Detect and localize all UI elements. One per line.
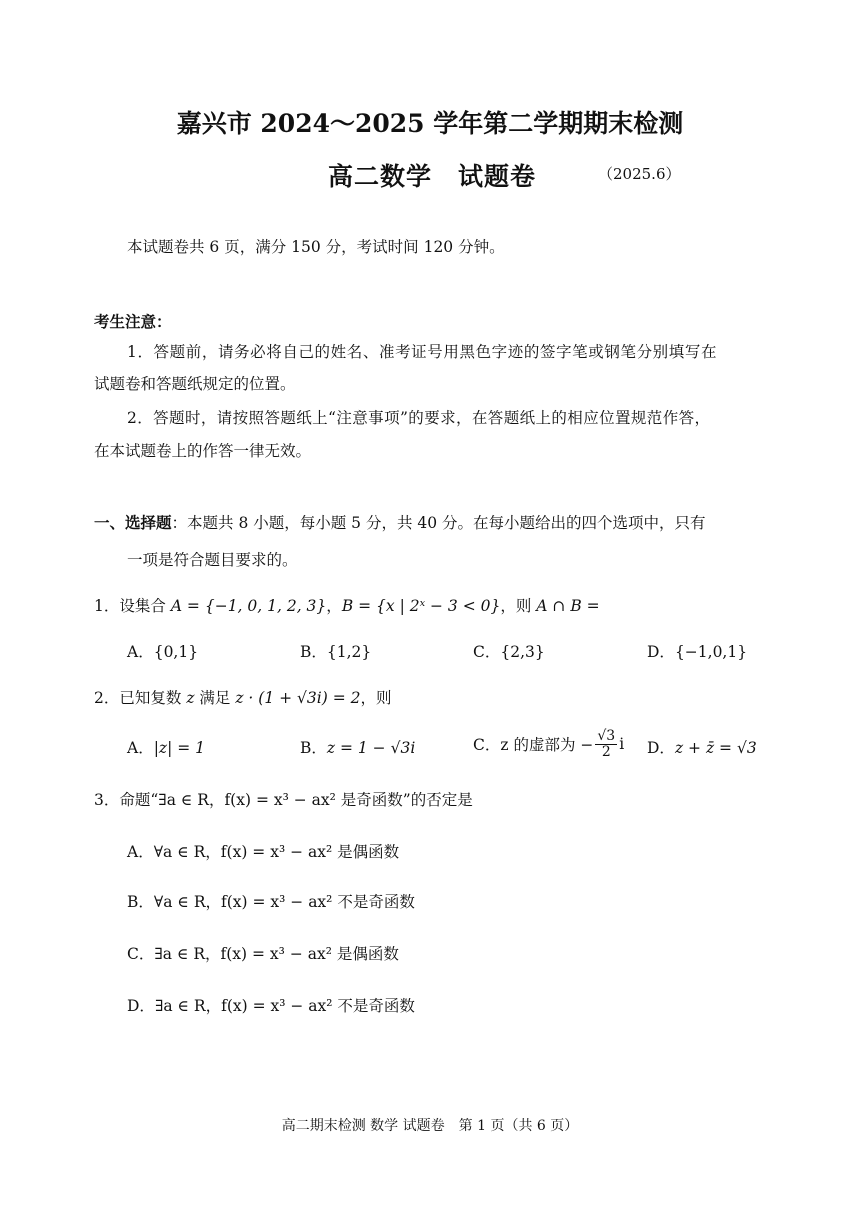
section-heading — [94, 511, 706, 533]
option-label: C． — [127, 945, 155, 963]
option-label: B． — [300, 739, 327, 757]
stem-text: 满足 — [194, 689, 236, 707]
option-label: D． — [127, 997, 155, 1015]
option-label: D． — [647, 643, 675, 661]
option-value: {−1,0,1} — [674, 643, 748, 661]
math-expression: A = {−1, 0, 1, 2, 3} — [170, 597, 327, 615]
notice-item-1-line-1: 1．答题前，请务必将自己的姓名、准考证号用黑色字迹的签字笔或钢笔分别填写在 — [127, 343, 718, 361]
stem-text: ，则 — [500, 597, 537, 615]
question-3-option-c — [127, 942, 399, 964]
section-desc-line-1: ：本题共 8 小题，每小题 5 分，共 40 分。在每小题给出的四个选项中，只有 — [171, 514, 706, 532]
option-value: {2,3} — [500, 643, 545, 661]
question-1-option-d — [647, 640, 747, 662]
page-footer: 高二期末检测 数学 试题卷 第 1 页（共 6 页） — [281, 1118, 579, 1134]
subtitle-row — [0, 157, 860, 191]
option-label: A． — [127, 739, 154, 757]
option-label: A． — [127, 643, 154, 661]
stem-text: 已知复数 — [119, 689, 187, 707]
option-value: {1,2} — [326, 643, 372, 661]
question-number: 2． — [94, 689, 120, 707]
question-2-option-c — [473, 722, 624, 766]
option-value: {0,1} — [153, 643, 199, 661]
notice-heading: 考生注意： — [94, 312, 172, 331]
notice-item-2-line-1: 2．答题时，请按照答题纸上“注意事项”的要求，在答题纸上的相应位置规范作答， — [127, 409, 711, 427]
page-subtitle: 高二数学 试题卷 — [328, 162, 537, 191]
option-value: z 的虚部为 − — [500, 736, 594, 754]
option-label: D． — [647, 739, 675, 757]
stem-text: ，则 — [360, 689, 392, 707]
section-label: 一、选择题 — [94, 513, 172, 532]
option-label: C． — [473, 643, 501, 661]
notice-item-1-line-2: 试题卷和答题纸规定的位置。 — [94, 375, 296, 393]
option-value: z = 1 − √3i — [326, 739, 416, 757]
fraction — [595, 729, 617, 759]
question-2-stem — [94, 686, 392, 708]
question-number: 1． — [94, 597, 120, 615]
question-1-option-c — [473, 640, 545, 662]
stem-text: 命题“∃a ∈ R，f(x) = x³ − ax² 是奇函数”的否定是 — [119, 791, 473, 809]
notice-item-2-line-2: 在本试题卷上的作答一律无效。 — [94, 442, 312, 460]
question-1-option-b — [300, 640, 371, 662]
question-2-option-a — [127, 736, 205, 758]
question-number: 3． — [94, 791, 120, 809]
page-title: 嘉兴市 2024～2025 学年第二学期期末检测 — [176, 109, 684, 138]
option-value: z + z̄ = √3 — [674, 739, 757, 757]
option-value: ∀a ∈ R，f(x) = x³ − ax² 不是奇函数 — [153, 893, 415, 911]
question-1-option-a — [127, 640, 198, 662]
intro-text: 本试题卷共 6 页，满分 150 分，考试时间 120 分钟。 — [127, 238, 505, 256]
question-3-stem — [94, 788, 473, 810]
question-1-stem — [94, 594, 600, 616]
question-3-option-d — [127, 994, 415, 1016]
stem-text: 设集合 — [119, 597, 171, 615]
question-2-option-d — [647, 736, 757, 758]
option-label: B． — [127, 893, 154, 911]
stem-text: ， — [326, 597, 342, 615]
math-expression: z · (1 + √3i) = 2 — [235, 689, 361, 707]
option-value: |z| = 1 — [153, 739, 206, 757]
option-label: C． — [473, 736, 501, 754]
math-expression: A ∩ B = — [536, 597, 600, 615]
fraction-denominator: 2 — [601, 743, 611, 760]
question-3-option-b — [127, 890, 415, 912]
option-value: ∃a ∈ R，f(x) = x³ − ax² 不是奇函数 — [154, 997, 415, 1015]
math-expression: z — [186, 689, 195, 707]
option-value: ∃a ∈ R，f(x) = x³ − ax² 是偶函数 — [154, 945, 399, 963]
math-expression: B = {x | 2ˣ − 3 < 0} — [341, 597, 501, 615]
option-label: A． — [127, 843, 154, 861]
option-value-tail: i — [619, 735, 625, 753]
option-label: B． — [300, 643, 327, 661]
question-3-option-a — [127, 840, 399, 862]
section-desc-line-2: 一项是符合题目要求的。 — [127, 551, 298, 569]
question-2-option-b — [300, 736, 415, 758]
exam-date: （2025.6） — [598, 165, 681, 183]
option-value: ∀a ∈ R，f(x) = x³ − ax² 是偶函数 — [153, 843, 400, 861]
fraction-numerator: √3 — [597, 727, 616, 744]
